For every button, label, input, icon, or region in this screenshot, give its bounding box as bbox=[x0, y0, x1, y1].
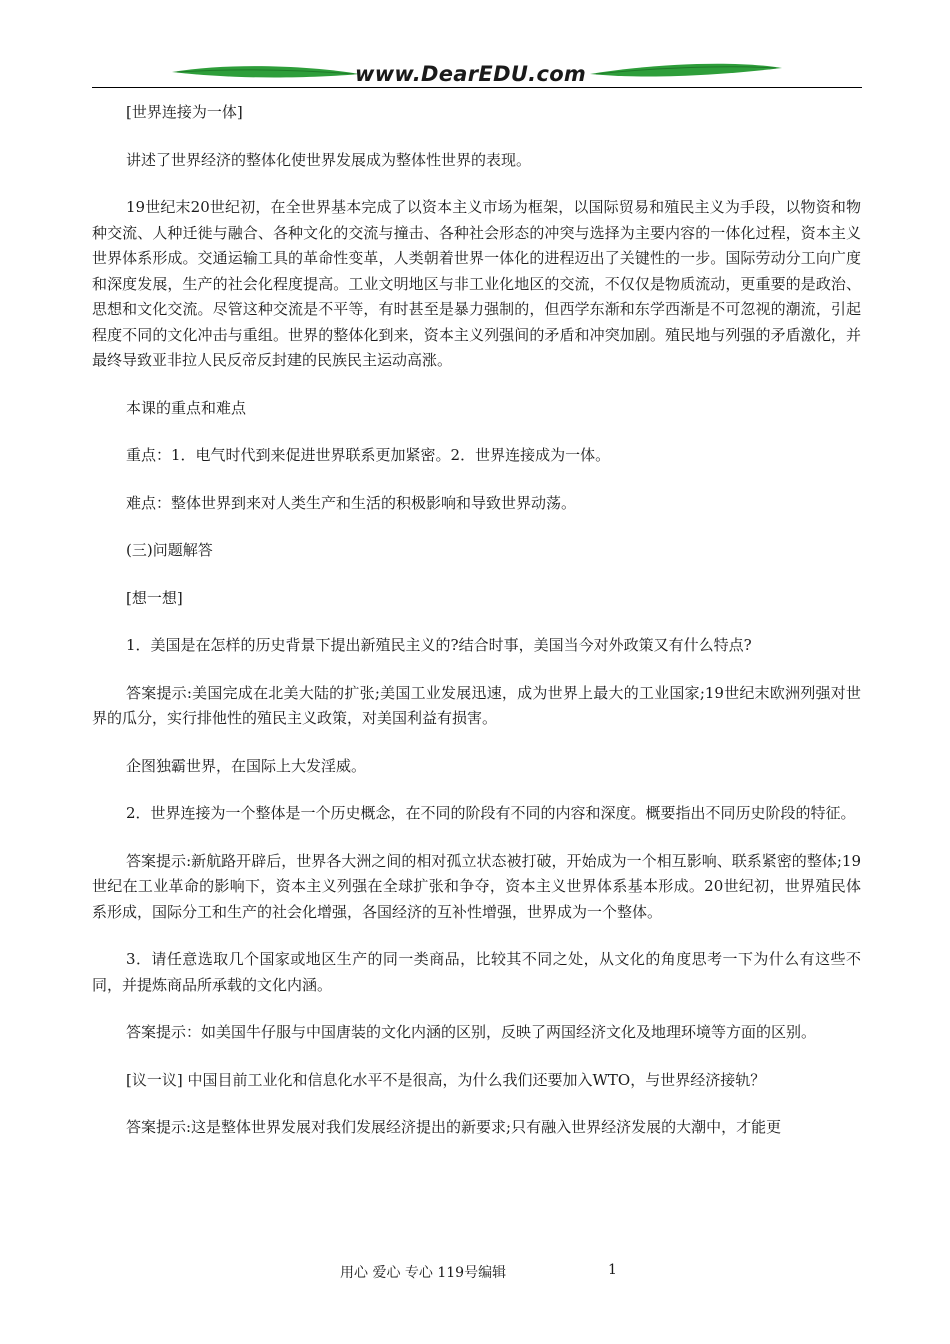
section-heading: [想一想] bbox=[126, 588, 183, 607]
section-heading: (三)问题解答 bbox=[126, 541, 213, 559]
document-body bbox=[92, 100, 861, 1163]
section-heading: [世界连接为一体] bbox=[126, 103, 243, 121]
header-rule bbox=[92, 87, 862, 88]
page-number: 1 bbox=[608, 1262, 617, 1278]
paragraph: 19世纪末20世纪初，在全世界基本完成了以资本主义市场为框架，以国际贸易和殖民主义为手段，以物资和物种交流、人种迁徙与融合、各种文化的交流与撞击、各种社会形态的冲突与选择为主要内容的一体化过程，资本主义世界体系形成。交通运输工具的革命性变革，人类朝着世界一体化的进程迈出了关键性的一步。国际劳动分工向广度和深度发展，生产的社会化程度提高。工业文明地区与非工业化地区的交流，不仅仅是物质流动，更重要的是政治、思想和文化交流。尽管这种交流是不平等，有时甚至是暴力强制的，但西学东渐和东学西渐是不可忽视的潮流，引起程度不同的文化冲击与重组。世界的整体化到来，资本主义列强间的矛盾和冲突加剧。殖民地与列强的矛盾激化，并最终导致亚非拉人民反帝反封建的民族民主运动高涨。 bbox=[92, 198, 861, 369]
question: 3．请任意选取几个国家或地区生产的同一类商品，比较其不同之处，从文化的角度思考一下为什么有这些不同，并提炼商品所承载的文化内涵。 bbox=[92, 950, 861, 994]
answer: 答案提示:这是整体世界发展对我们发展经济提出的新要求;只有融入世界经济发展的大潮中，才能更 bbox=[126, 1118, 782, 1136]
paragraph: 难点：整体世界到来对人类生产和生活的积极影响和导致世界动荡。 bbox=[126, 493, 577, 512]
site-logo-text: www.DearEDU.com bbox=[355, 62, 587, 86]
answer: 答案提示:美国完成在北美大陆的扩张;美国工业发展迅速，成为世界上最大的工业国家;19世纪末欧洲列强对世界的瓜分，实行排他性的殖民主义政策，对美国利益有损害。 bbox=[92, 683, 861, 727]
question: 1．美国是在怎样的历史背景下提出新殖民主义的?结合时事，美国当今对外政策又有什么特点? bbox=[126, 636, 752, 654]
footer-text: 用心 爱心 专心 119号编辑 bbox=[340, 1265, 507, 1281]
question: [议一议] 中国目前工业化和信息化水平不是很高，为什么我们还要加入WTO，与世界经济接轨？ bbox=[126, 1070, 766, 1089]
question: 2．世界连接为一个整体是一个历史概念，在不同的阶段有不同的内容和深度。概要指出不同历史阶段的特征。 bbox=[126, 804, 856, 822]
answer: 答案提示:新航路开辟后，世界各大洲之间的相对孤立状态被打破，开始成为一个相互影响、联系紧密的整体;19世纪在工业革命的影响下，资本主义列强在全球扩张和争夺，资本主义世界体系基本形成。20世纪初，世界殖民体系形成，国际分工和生产的社会化增强，各国经济的互补性增强，世界成为一个整体。 bbox=[92, 851, 861, 921]
answer: 企图独霸世界，在国际上大发淫威。 bbox=[126, 756, 367, 775]
paragraph: 讲述了世界经济的整体化使世界发展成为整体性世界的表现。 bbox=[126, 150, 532, 169]
section-heading: 本课的重点和难点 bbox=[126, 398, 247, 417]
answer: 答案提示：如美国牛仔服与中国唐装的文化内涵的区别，反映了两国经济文化及地理环境等方面的区别。 bbox=[126, 1023, 817, 1041]
paragraph: 重点：1．电气时代到来促进世界联系更加紧密。2．世界连接成为一体。 bbox=[126, 446, 611, 464]
